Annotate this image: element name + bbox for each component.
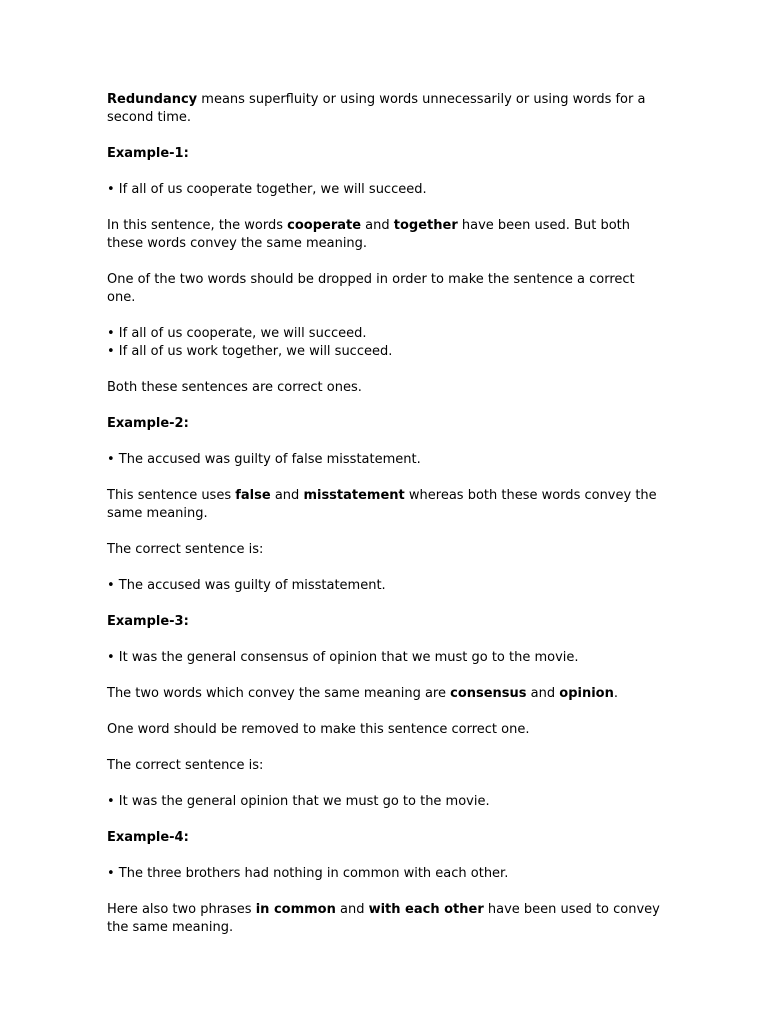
example-2-sentence: • The accused was guilty of false misstatement. [107, 452, 421, 467]
example-3-correct-label: The correct sentence is: [107, 758, 264, 773]
example-1-fix-2: • If all of us work together, we will succeed. [107, 344, 393, 359]
word-together: together [393, 218, 458, 233]
example-1-explanation: In this sentence, the words cooperate and together have been used. But both these words convey the same meaning. [107, 218, 630, 251]
example-2-correct-label: The correct sentence is: [107, 542, 264, 557]
example-3-note: One word should be removed to make this sentence correct one. [107, 722, 530, 737]
example-3-sentence: • It was the general consensus of opinion that we must go to the movie. [107, 650, 579, 665]
word-consensus: consensus [450, 686, 527, 701]
intro-definition: means superfluity or using words unnecessarily or using words for a second time. [107, 92, 646, 125]
example-2-correct-sentence: • The accused was guilty of misstatement. [107, 578, 386, 593]
example-3-correct-sentence: • It was the general opinion that we must go to the movie. [107, 794, 490, 809]
example-2-explanation: This sentence uses false and misstatement whereas both these words convey the same meaning. [107, 488, 657, 521]
example-4-sentence: • The three brothers had nothing in common with each other. [107, 866, 509, 881]
example-3-heading: Example-3: [107, 614, 189, 629]
example-1-conclusion: Both these sentences are correct ones. [107, 380, 362, 395]
word-false: false [235, 488, 271, 503]
term-redundancy: Redundancy [107, 92, 198, 107]
phrase-with-each-other: with each other [368, 902, 484, 917]
example-1-sentence: • If all of us cooperate together, we will succeed. [107, 182, 427, 197]
document-page [107, 91, 667, 955]
example-1-note: One of the two words should be dropped in order to make the sentence a correct one. [107, 272, 635, 305]
example-1-heading: Example-1: [107, 146, 189, 161]
example-4-explanation: Here also two phrases in common and with each other have been used to convey the same meaning. [107, 902, 660, 935]
example-2-heading: Example-2: [107, 416, 189, 431]
intro-paragraph [107, 91, 667, 127]
word-cooperate: cooperate [287, 218, 362, 233]
word-misstatement: misstatement [303, 488, 405, 503]
example-3-explanation: The two words which convey the same meaning are consensus and opinion. [107, 686, 619, 701]
phrase-in-common: in common [255, 902, 336, 917]
example-1-fix-1: • If all of us cooperate, we will succeed. [107, 326, 367, 341]
word-opinion: opinion [559, 686, 614, 701]
example-4-heading: Example-4: [107, 830, 189, 845]
